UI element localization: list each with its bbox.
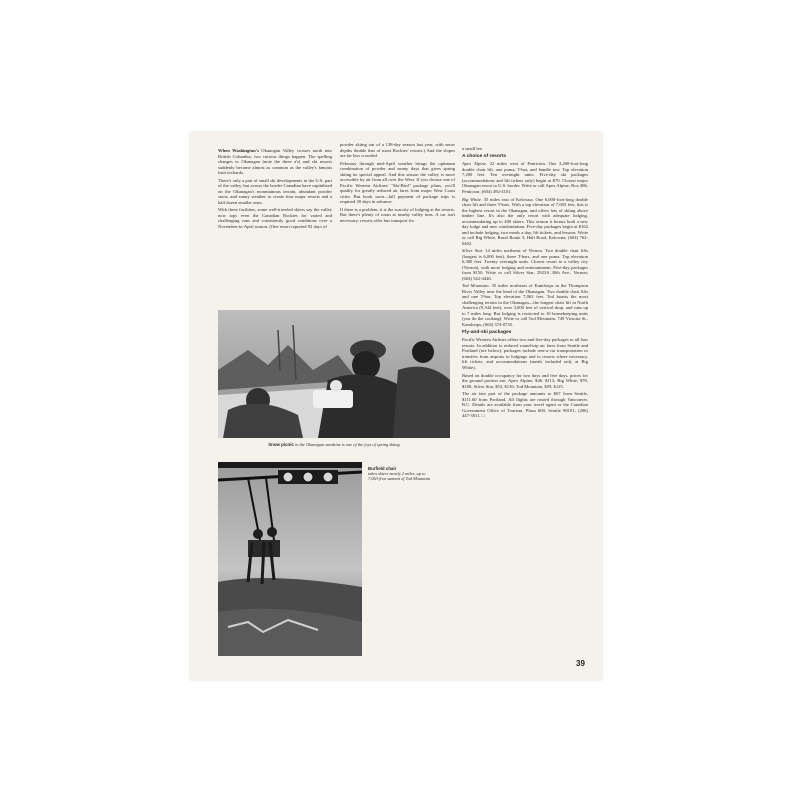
- section-heading-packages: Fly-and-ski packages: [462, 329, 512, 335]
- end-mark: □: [481, 413, 485, 419]
- snow-picnic-photo: [218, 310, 450, 438]
- page-number: 39: [576, 659, 585, 668]
- lead-in: When Washington's: [218, 148, 259, 153]
- paragraph: February through mid-April weather brings the optimum combination of powder and sunny days that gives spring skiing its special appeal. And this season the valley is more accessible by air from all over the West. If you choose one of Pacific Western Airlines' "Ski-Bird" package plans, you'll qualify for greatly reduced air fares from major West Coast cities. But book soon—full payment of package trips is required 30 days in advance.: [340, 160, 455, 205]
- resort-big-white: Big White. 35 miles east of Kelowna. One 6,000-foot-long double chair lift and three T-bars. With a top elevation of 7,603 feet, this is the highest resort in the Okanagan, and offers lots of skiing above timber line. It's also the only resort with adequate lodging, accommodating up to 400 skiers. This season it boasts both a new day lodge and new condominium. Five-day packages begin at $162 and include lodging, two meals a day, lift tickets, and lessons. Write or call Big White, Rural Route 3, Hall Road, Kelowna; (604) 762-0402.: [462, 196, 588, 246]
- paragraph: Based on double occupancy for two days and five days, prices for the ground portion are: Apex Alpine, $46, $113; Big White, $70, $180; Silver Star, $53, $136; Tod Mountain, $59, $125.: [462, 372, 588, 389]
- paragraph: powder skiing out of a 138-day season last year, with snow depths double that of most Rockies' resorts.) And the slopes are far less crowded.: [340, 142, 455, 158]
- resort-tod-mountain: Tod Mountain. 35 miles northeast of Kamloops in the Thompson River Valley near the head of the Okanagan. Two double chair lifts and one T-bar. Top elevation 7,063 feet. Tod boasts the most challenging terrain in the Okanagan—the longest chair lift in North America (9,344 feet), over 3,000 feet of vertical drop, and runs up to 7 miles long. But lodging is restricted to 10 housekeeping units (you do the cooking). Write or call Tod Mountain, 749 Victoria St., Kamloops; (604) 374-0735.: [462, 283, 588, 327]
- snow-picnic-image: [218, 310, 450, 438]
- paragraph: If there is a problem, it is the scarcity of lodging at the resorts. But there's plenty of room at nearby valley inns. A car isn't necessary; resorts offer bus transport for: [340, 206, 455, 223]
- section-heading-resorts: A choice of resorts: [462, 153, 507, 159]
- resort-silver-star: Silver Star. 14 miles northeast of Vernon. Two double chair lifts (longest is 6,000 feet), three T-bars, and one poma. Top elevation 6,300 feet. Twenty overnight units. Closest resort to a valley city (Vernon), with more lodging and entertainment. Five-day packages from $150. Write or call Silver Star, 2923A 30th Ave., Vernon; (604) 542-4426.: [462, 248, 588, 281]
- paragraph: There's only a pair of small ski developments in the U.S. part of the valley, but across the border Canadian have capitalized on the Okanagan's mountainous terrain, abundant powder snow, and sunny weather to create four major resorts and a half dozen smaller ones.: [218, 177, 332, 205]
- column-b: [340, 142, 455, 226]
- resort-apex: Apex Alpine. 22 miles west of Penticton. One 3,200-foot-long double chair lift, one poma, T-bar, and handle tow. Top elevation 7,200 feet. Ten overnight units. Five-day ski packages (accommodations and lift tickets only) begin at $70. Closest major Okanagan resort to U.S. border. Write or call Apex Alpine, Box 486, Penticton; (604) 492-4101.: [462, 161, 588, 194]
- paragraph: The air fare part of the package amounts to $67 from Seattle, $111.60 from Portland. All flights are routed through Vancouver, B.C. Details are available from your travel agent or the Canadian Government Office of Tourism, Plaza 600, Seattle 98101; (206) 447-3811. □: [462, 391, 588, 419]
- chair-lift-image: [218, 462, 362, 656]
- paragraph: Pacific Western Airlines offers two and five-day packages to all four resorts. In addition to reduced round-trip air fares from Seattle and Portland (see below), packages include rent-a-car transportation or transfers from airports to lodgings and to resorts where necessary, lift tickets, and accommodations (meals included only at Big White).: [462, 337, 588, 370]
- photo-caption-chair: Burfield chair takes skiers nearly 2 miles, up to 7,063-foot summit of Tod Mountain: [368, 466, 431, 482]
- chair-lift-photo: [218, 462, 362, 656]
- column-c: [462, 146, 588, 421]
- magazine-page: [190, 132, 602, 680]
- paragraph: With these facilities, some well-traveled skiers say the valley now tops even the Canadian Rockies for varied and challenging runs and consistently good conditions over a November-to-April season. (One resort reported 92 days of: [218, 207, 332, 229]
- paragraph: When Washington's Okanogan Valley crosses north into British Columbia, two curious things happen. The spelling changes to Okanagan (note the three a's) and ski resorts suddenly become almost as common as the valley's famous fruit orchards.: [218, 148, 332, 175]
- column-a: [218, 148, 332, 232]
- paragraph: a small fee.: [462, 146, 484, 151]
- photo-caption-picnic: Snow picnic in the Okanagan sunshine is one of the joys of spring skiing: [268, 442, 400, 447]
